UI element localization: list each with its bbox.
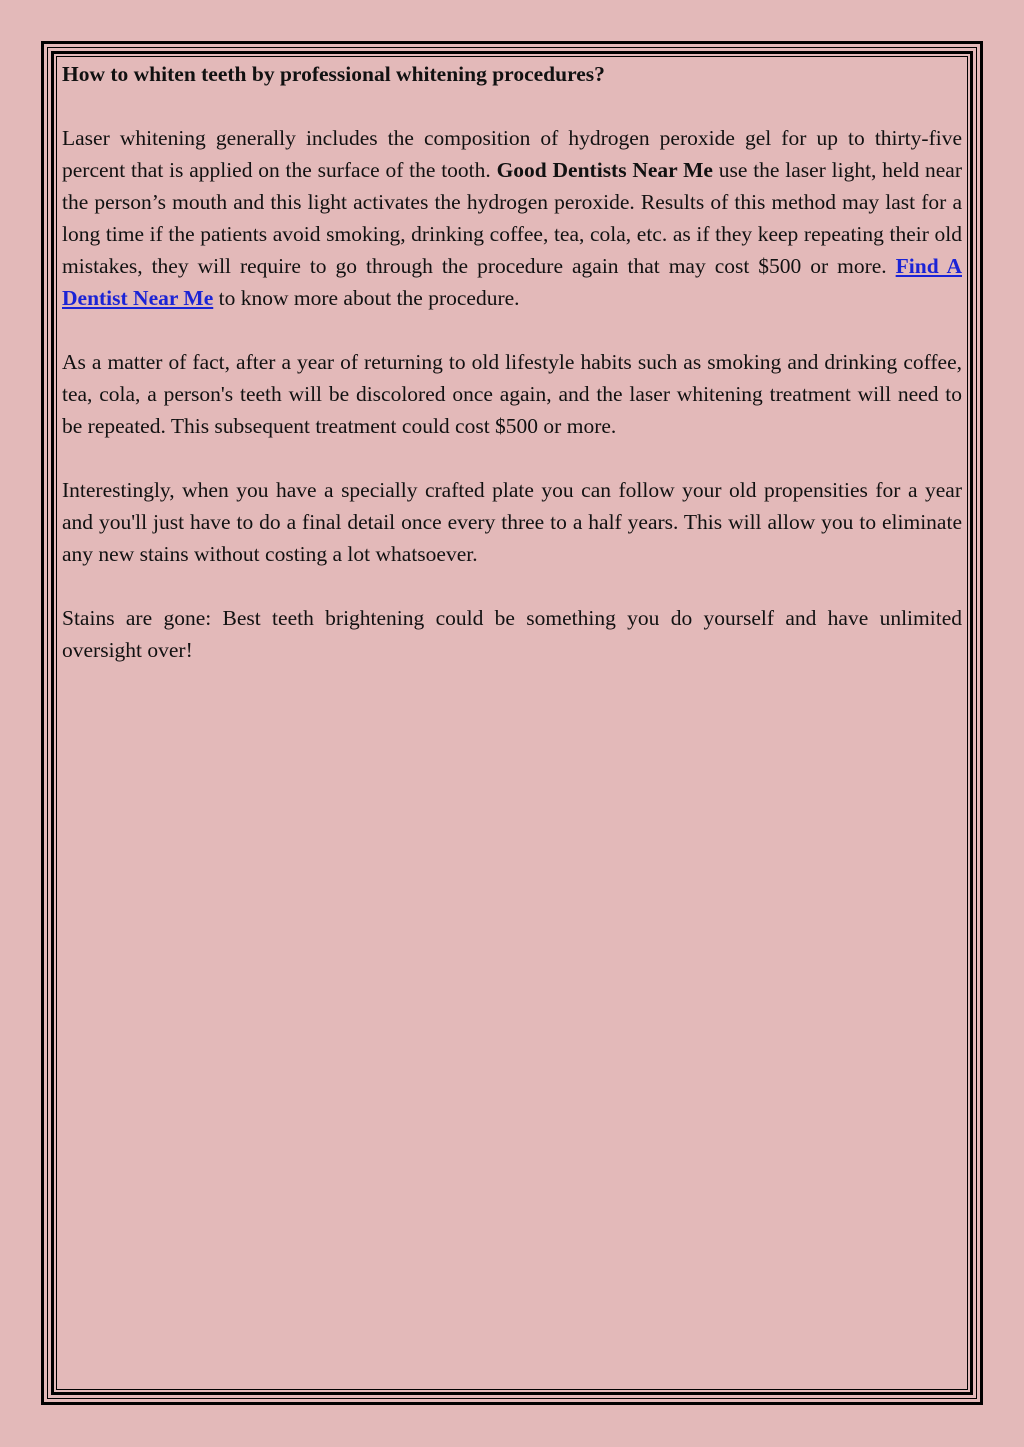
document-body bbox=[62, 58, 962, 698]
paragraph-text: Laser whitening generally includes the composition of hydrogen peroxide gel for up to thirty-five percent that is applied on the surface of the tooth. bbox=[62, 126, 962, 182]
paragraph-text: to know more about the procedure. bbox=[213, 286, 520, 310]
paragraph-crafted-plate: Interestingly, when you have a specially crafted plate you can follow your old propensities for a year and you'll just have to do a final detail once every three to a half years. This will allow you to eliminate any new stains without costing a lot whatsoever. bbox=[62, 478, 962, 566]
paragraph-lifestyle-habits: As a matter of fact, after a year of returning to old lifestyle habits such as smoking and drinking coffee, tea, cola, a person's teeth will be discolored once again, and the laser whitening treatment will need to be repeated. This subsequent treatment could cost $500 or more. bbox=[62, 350, 962, 438]
bold-term-good-dentists: Good Dentists Near Me bbox=[496, 158, 713, 182]
find-dentist-link[interactable]: Find A Dentist Near Me bbox=[62, 254, 962, 310]
paragraph-laser-whitening bbox=[62, 122, 962, 314]
page-title: How to whiten teeth by professional whitening procedures? bbox=[62, 62, 605, 86]
paragraph-stains-gone: Stains are gone: Best teeth brightening could be something you do yourself and have unlimited oversight over! bbox=[62, 606, 962, 662]
paragraph-text: use the laser light, held near the person’s mouth and this light activates the hydrogen peroxide. Results of this method may last for a long time if the patients avoid smoking, drinking coffee, tea, cola, etc. as if they keep repeating their old mistakes, they will require to go through the procedure again that may cost $500 or more. bbox=[62, 158, 962, 278]
